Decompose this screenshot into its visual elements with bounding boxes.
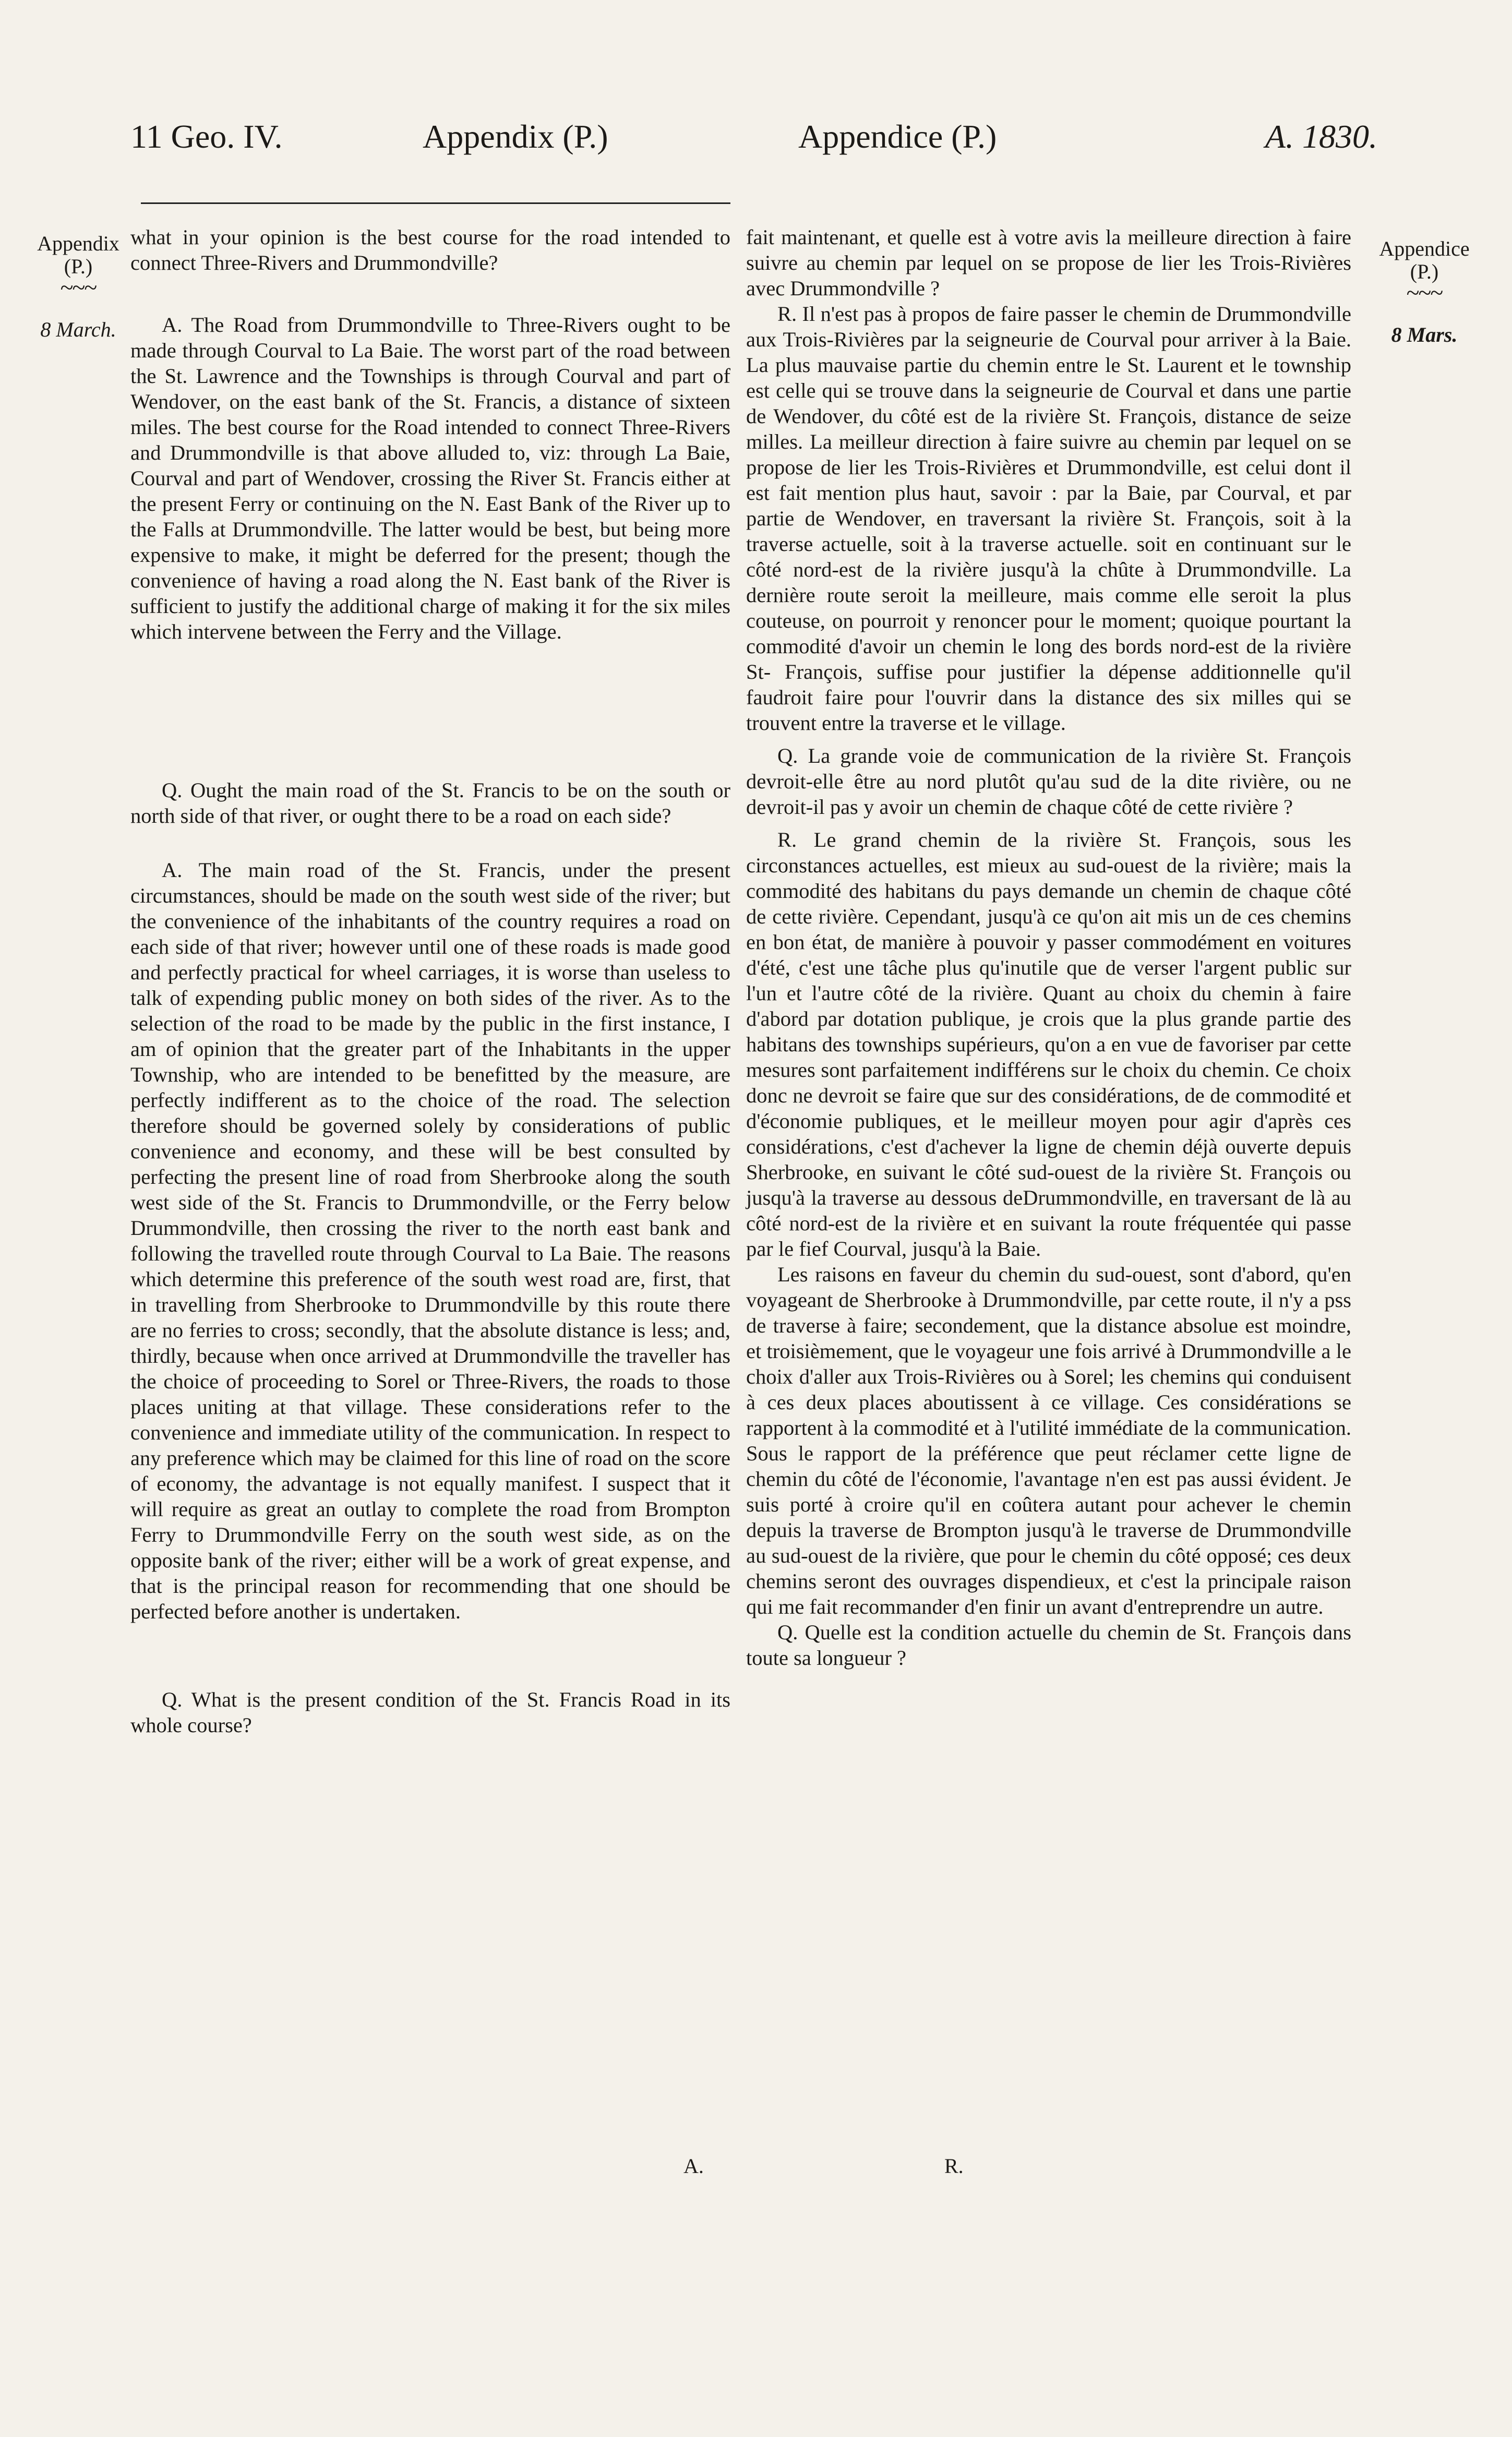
english-column — [130, 224, 730, 1738]
appendix-title-en: Appendix (P.) — [423, 118, 608, 155]
catchword-fr: R. — [944, 2154, 964, 2178]
question-2: Q. Ought the main road of the St. Francis to be on the south or north side of that river, or ought there to be a road on each side? — [130, 778, 730, 827]
margin-label: Appendice — [1379, 237, 1470, 260]
session-label: 11 Geo. IV. — [130, 118, 283, 155]
margin-date: 8 Mars. — [1391, 322, 1458, 346]
flourish-icon: ~~~ — [1406, 279, 1443, 306]
running-header — [130, 120, 1377, 172]
header-rule — [141, 202, 730, 204]
question-1-continued: what in your opinion is the best course for the road intended to connect Three-Rivers and Drummondville? — [130, 225, 730, 274]
year-label: A. 1830. — [1265, 118, 1377, 155]
answer-2-continued: Les raisons en faveur du chemin du sud-ouest, sont d'abord, qu'en voyageant de Sherbrooke à Drummondville, par cette route, il n'y a pss de traverse à faire; secondement, que la distance absolue est moindre, et troisièmement, que le voyageur une fois arrivé à Drummondville a le choix d'aller aux Trois-Rivières ou à Sorel; les chemins qui conduisent à ces deux places aboutissent à ce village. Ces considérations se rapportent à la commodité et à l'utilité immédiate de la communication. Sous le rapport de la préférence que peut réclamer cette ligne de chemin du côté de l'économie, l'avantage n'en est pas aussi évident. Je suis porté à croire qu'il en coûtera autant pour achever le chemin depuis la traverse de Brompton jusqu'à le traverse de Drummondville au sud-ouest de la rivière, que pour le chemin du côté opposé; ces deux chemins seront des ouvrages dispendieux, et c'est la principale raison qui me fait recommander d'en finir un avant d'entreprendre un autre. — [746, 1263, 1351, 1618]
margin-note-left — [21, 232, 136, 341]
margin-label: Appendix — [37, 232, 119, 255]
question-2: Q. La grande voie de communication de la rivière St. François devroit-elle être au nord plutôt qu'au sud de la dite rivière, ou ne devroit-il pas y avoir un chemin de chaque côté de cette rivière ? — [746, 744, 1351, 819]
margin-date: 8 March. — [40, 317, 116, 341]
appendix-title-fr: Appendice (P.) — [798, 118, 997, 155]
answer-2: R. Le grand chemin de la rivière St. François, sous les circonstances actuelles, est mieux au sud-ouest de la rivière; mais la commodité des habitans du pays demande un chemin de chaque côté de cette rivière. Cependant, jusqu'à ce qu'on ait mis un de ces chemins en bon état, de manière à pouvoir y passer commodément en voitures d'été, c'est une tâche plus qu'inutile que de verser l'argent public sur l'un et l'autre côté de la rivière. Quant au choix du chemin à faire d'abord par dotation publique, je crois que la plus grande partie des habitans des townships supérieurs, qu'on a en vue de favoriser par cette mesures sont parfaitement indifférens sur le choix du chemin. Ce choix donc ne devroit se faire que sur des considérations, de de commodité et d'économie publiques, et le meilleur moyen pour agir d'après ces considérations, c'est d'achever la ligne de chemin déjà ouverte depuis Sherbrooke, en suivant le côté sud-ouest de la rivière St. François ou jusqu'à la traverse au dessous deDrummondville, en traversant de là au côté nord-est de la rivière et en suivant la route fréquentée qui passe par le fief Courval, jusqu'à la Baie. — [746, 828, 1351, 1260]
margin-sub: (P.) — [1410, 260, 1439, 283]
french-column — [746, 224, 1351, 1671]
question-3: Q. What is the present condition of the St. Francis Road in its whole course? — [130, 1688, 730, 1737]
answer-1: A. The Road from Drummondville to Three-Rivers ought to be made through Courval to La Baie. The worst part of the road between the St. Lawrence and the Townships is through Courval and part of Wendover, on the east bank of the St. Francis, a distance of sixteen miles. The best course for the Road intended to connect Three-Rivers and Drummondville is that above alluded to, viz: through La Baie, Courval and part of Wendover, crossing the River St. Francis either at the present Ferry or continuing on the N. East Bank of the River up to the Falls at Drummondville. The latter would be best, but being more expensive to make, it might be deferred for the present; though the convenience of having a road along the N. East bank of the River is sufficient to justify the additional charge of making it for the six miles which intervene between the Ferry and the Village. — [130, 313, 730, 643]
flourish-icon: ~~~ — [60, 274, 97, 301]
margin-note-right — [1357, 237, 1492, 346]
question-3: Q. Quelle est la condition actuelle du chemin de St. François dans toute sa longueur ? — [746, 1620, 1351, 1670]
margin-sub: (P.) — [64, 255, 93, 278]
answer-1: R. Il n'est pas à propos de faire passer le chemin de Drummondville aux Trois-Rivières par la seigneurie de Courval pour arriver à la Baie. La plus mauvaise partie du chemin entre le St. Laurent et le township est celle qui se trouve dans la seigneurie de Courval et dans une partie de Wendover, du côté est de la rivière St. François, distance de seize milles. La meilleur direction à faire suivre au chemin par lequel on se propose de lier les Trois-Rivières et Drummondville, est celui dont il est fait mention plus haut, savoir : par la Baie, par Courval, et par partie de Wendover, en traversant la rivière St. François, soit à la traverse actuelle, soit à la traverse actuelle. soit en continuant sur le côté nord-est de la rivière jusqu'à la chûte à Drummondville. La dernière route seroit la meilleure, mais comme elle seroit la plus couteuse, on pourroit y renoncer pour le moment; quoique pourtant la commodité d'avoir un chemin le long des bords nord-est de la rivière St- François, suffise pour justifier la dépense additionnelle qu'il faudroit faire pour l'ouvrir dans la distance des six milles qui se trouvent entre la traverse et le village. — [746, 302, 1351, 735]
answer-2: A. The main road of the St. Francis, under the present circumstances, should be made on the south west side of the river; but the convenience of the inhabitants of the country requires a road on each side of that river; however until one of these roads is made good and perfectly practical for wheel carriages, it is worse than useless to talk of expending public money on both sides of the river. As to the selection of the road to be made by the public in the first instance, I am of opinion that the greater part of the Inhabitants in the upper Township, who are intended to be benefitted by the measure, are perfectly indifferent as to the choice of the road. The selection therefore should be governed solely by considerations of public convenience and economy, and these will be best consulted by perfecting the present line of road from Sherbrooke along the south west side of the St. Francis to Drummondville, or the Ferry below Drummondville, then crossing the river to the north east bank and following the travelled route through Courval to La Baie. The reasons which determine this preference of the south west road are, first, that in travelling from Sherbrooke to Drummondville by this route there are no ferries to cross; secondly, that the absolute distance is less; and, thirdly, because when once arrived at Drummondville the traveller has the choice of proceeding to Sorel or Three-Rivers, the roads to those places uniting at that village. These considerations refer to the convenience and immediate utility of the communication. In respect to any preference which may be claimed for this line of road on the score of economy, the advantage is not equally manifest. I suspect that it will require as great an outlay to complete the road from Brompton Ferry to Drummondville Ferry on the south west side, as on the opposite bank of the river; either will be a work of great expense, and that is the principal reason for recommending that one should be perfected before another is undertaken. — [130, 858, 730, 1623]
catchword-en: A. — [683, 2154, 704, 2178]
question-1-continued: fait maintenant, et quelle est à votre avis la meilleure direction à faire suivre au chemin par lequel on se propose de lier les Trois-Rivières avec Drummondville ? — [746, 225, 1351, 300]
